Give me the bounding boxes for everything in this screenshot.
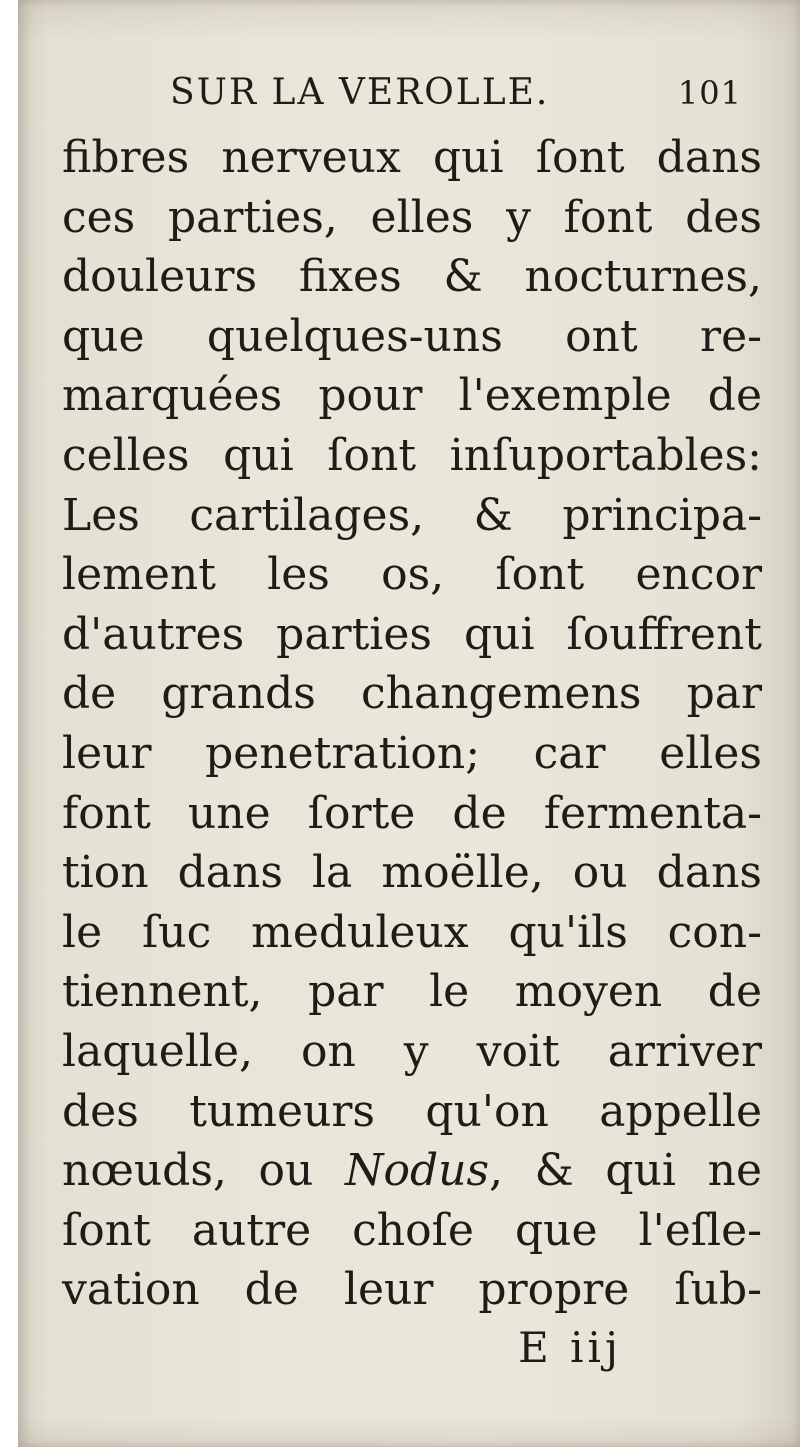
text-line-nodus bbox=[62, 1141, 762, 1201]
text-line: celles qui ſont inſuportables: bbox=[62, 429, 762, 481]
body-text bbox=[62, 128, 762, 1376]
text-block bbox=[62, 72, 762, 1376]
text-line: que quelques-uns ont re- bbox=[62, 310, 762, 362]
text-line: de grands changemens par bbox=[62, 668, 762, 720]
text-segment: nœuds, ou bbox=[62, 1145, 345, 1197]
page-number: 101 bbox=[677, 74, 742, 112]
text-line: fibres nerveux qui ſont dans bbox=[62, 132, 762, 183]
text-line: ces parties, elles y font des bbox=[62, 191, 762, 243]
text-segment: , & qui ne bbox=[489, 1145, 762, 1197]
text-line: font une ſorte de fermenta- bbox=[62, 787, 762, 839]
signature-mark: E iij bbox=[518, 1322, 622, 1372]
book-page bbox=[18, 0, 800, 1447]
text-line: Les cartilages, & principa- bbox=[62, 489, 762, 541]
text-line: lement les os, ſont encor bbox=[62, 549, 762, 601]
text-line: des tumeurs qu'on appelle bbox=[62, 1085, 762, 1137]
text-line: vation de leur propre ſub- bbox=[62, 1264, 762, 1316]
text-line: leur penetration; car elles bbox=[62, 727, 762, 779]
running-head bbox=[62, 72, 762, 122]
text-line: marquées pour l'exemple de bbox=[62, 370, 762, 422]
text-line: le ſuc meduleux qu'ils con- bbox=[62, 906, 762, 958]
text-line: d'autres parties qui ſouffrent bbox=[62, 608, 762, 660]
text-line: laquelle, on y voit arriver bbox=[62, 1025, 762, 1077]
text-line: ſont autre choſe que l'eſle- bbox=[62, 1204, 762, 1256]
text-line: tion dans la moëlle, ou dans bbox=[62, 847, 762, 899]
running-head-title: SUR LA VEROLLE. bbox=[170, 72, 550, 113]
italic-term: Nodus bbox=[344, 1145, 490, 1197]
text-line: tiennent, par le moyen de bbox=[62, 966, 762, 1018]
text-line: douleurs fixes & nocturnes, bbox=[62, 251, 762, 303]
